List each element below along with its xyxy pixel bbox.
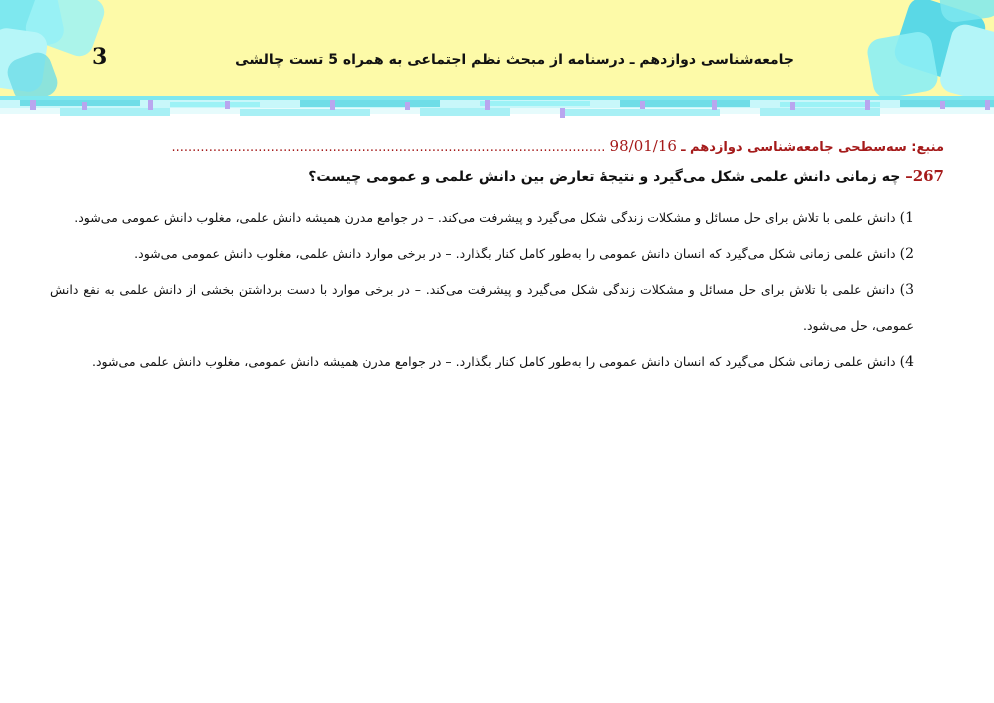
header-title: جامعه‌شناسی دوازدهم ـ درسنامه از مبحث نظم اجتماعی به همراه 5 تست چالشی [235, 52, 794, 68]
question-dash: – [905, 167, 913, 185]
option-text: دانش علمی با تلاش برای حل مسائل و مشکلات زندگی شکل می‌گیرد و پیشرفت می‌کند. – در جوامع مدرن همیشه دانش علمی، مغلوب دانش عمومی می‌شود. [74, 210, 896, 225]
option-1 [50, 200, 914, 236]
options-list [50, 200, 914, 380]
question-text: چه زمانی دانش علمی شکل می‌گیرد و نتیجهٔ تعارض بین دانش علمی و عمومی چیست؟ [308, 169, 901, 185]
page-header [0, 0, 994, 100]
source-date: 98/01/16 [609, 137, 677, 155]
question [48, 167, 944, 185]
page-number: 3 [92, 44, 108, 70]
header-stripe [0, 96, 994, 120]
source-label: منبع: سه‌سطحی جامعه‌شناسی دوازدهم ـ [681, 140, 944, 155]
option-number: 2) [899, 246, 914, 262]
option-text: دانش علمی زمانی شکل می‌گیرد که انسان دانش عمومی را به‌طور کامل کنار بگذارد. – در جوامع مدرن همیشه دانش عمومی، مغلوب دانش علمی می‌شود. [92, 354, 896, 369]
option-text: دانش علمی زمانی شکل می‌گیرد که انسان دانش عمومی را به‌طور کامل کنار بگذارد. – در برخی موارد دانش علمی، مغلوب دانش عمومی می‌شود. [134, 246, 896, 261]
decor-square-right-2 [865, 30, 939, 100]
option-number: 3) [899, 282, 914, 298]
option-text: دانش علمی با تلاش برای حل مسائل و مشکلات زندگی شکل می‌گیرد و پیشرفت می‌کند. – در برخی موارد با دست برداشتن بخشی از دانش علمی به نفع دانش عمومی، حل می‌شود. [50, 282, 914, 333]
option-number: 4) [899, 354, 914, 370]
option-2 [50, 236, 914, 272]
option-3 [50, 272, 914, 344]
option-4 [50, 344, 914, 380]
source-dots: ......................................................................................................... [171, 140, 606, 155]
source-line [48, 137, 944, 155]
option-number: 1) [899, 210, 914, 226]
question-number: 267 [912, 167, 944, 185]
